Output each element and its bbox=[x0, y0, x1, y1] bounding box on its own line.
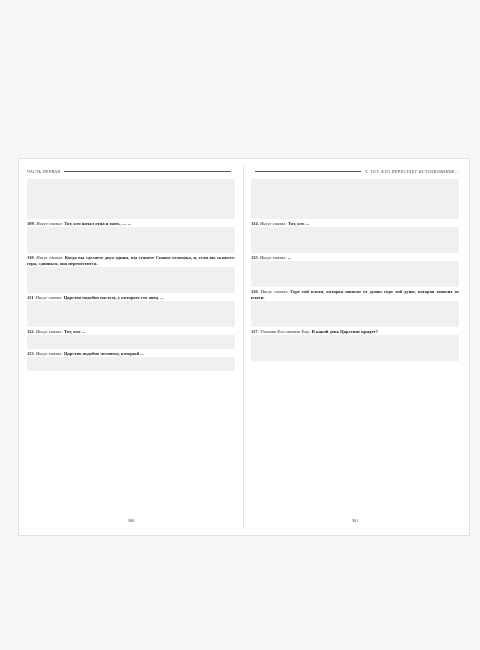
unread-text bbox=[251, 261, 459, 287]
verse-speaker: Иисус сказал: bbox=[36, 221, 64, 226]
left-page bbox=[27, 167, 235, 525]
verse: 113. Иисус сказал: Царство подобно человеку, который ... bbox=[27, 351, 144, 357]
header-rule bbox=[64, 171, 231, 172]
verse-saying: ... bbox=[287, 255, 292, 261]
verse: 115. Иисус сказал: ... bbox=[251, 255, 292, 261]
running-head-right bbox=[251, 167, 459, 175]
verse-number: 111 bbox=[27, 295, 34, 301]
verse-saying: Тот, кто ... bbox=[287, 221, 309, 226]
page-number-left: 360 bbox=[127, 518, 135, 523]
header-rule bbox=[255, 171, 361, 172]
verse-saying: Царство подобно человеку, который ... bbox=[63, 351, 144, 357]
verse-saying: В какой день Царствие придет? bbox=[311, 329, 378, 335]
verse-number: 117 bbox=[251, 329, 258, 335]
verse: 111. Иисус сказал: Царство подобно пастуху, у которого сто овец. ... bbox=[27, 295, 164, 301]
verse-saying: Горе той плоти, которая зависит от души; горе той душе, которая зависит от плоти. bbox=[251, 289, 459, 301]
running-head-text: V. ТОТ, КТО ПЕРЕСТАЕТ ИСТОЛКОВАНИЕ… bbox=[365, 168, 459, 174]
unread-text bbox=[27, 267, 235, 293]
verse-saying: Когда вы сделаете двух одним, вы станете Сыном человека, и, если вы скажете: гора, сдвинься, она переместится. bbox=[27, 255, 235, 267]
book-spread bbox=[18, 158, 470, 536]
verse: 116. Иисус сказал: Горе той плоти, которая зависит от души; горе той душе, которая зависит от плоти. bbox=[251, 289, 459, 301]
verse-number: 112 bbox=[27, 329, 34, 335]
verse-saying: Царство подобно пастуху, у которого сто овец. ... bbox=[63, 295, 164, 301]
verse-number: 116 bbox=[251, 289, 258, 295]
running-head-text: ЧАСТЬ ПЕРВАЯ bbox=[27, 168, 61, 174]
unread-text bbox=[251, 179, 459, 219]
verse-speaker: Иисус сказал: bbox=[259, 221, 287, 226]
verse-speaker: Иисус сказал: bbox=[35, 329, 63, 335]
unread-text bbox=[27, 227, 235, 253]
verse-speaker: Иисус сказал: bbox=[35, 295, 63, 301]
verse-number: 115 bbox=[251, 255, 258, 261]
unread-text bbox=[251, 227, 459, 253]
unread-text bbox=[251, 335, 459, 361]
page-body bbox=[27, 179, 235, 511]
verse-speaker: Ученики Его сказали Ему: bbox=[259, 329, 311, 335]
verse-speaker: Иисус сказал: bbox=[35, 351, 63, 357]
verse-number: 113 bbox=[27, 351, 34, 357]
running-head-left bbox=[27, 167, 235, 175]
unread-text bbox=[251, 301, 459, 327]
verse-speaker: Иисус сказал: bbox=[36, 255, 64, 261]
verse-number: 110 bbox=[27, 255, 34, 261]
verse-saying: Тот, кто ... bbox=[63, 329, 85, 335]
verse: 109. Иисус сказал: Тот, кто начал отца и мать, — ... bbox=[27, 221, 132, 226]
verse: 114. Иисус сказал: Тот, кто ... bbox=[251, 221, 309, 226]
verse-saying: Тот, кто начал отца и мать, — ... bbox=[64, 221, 132, 226]
unread-text bbox=[27, 301, 235, 327]
unread-text bbox=[27, 357, 235, 371]
page-body bbox=[251, 179, 459, 511]
verse-speaker: Иисус сказал: bbox=[260, 289, 289, 295]
unread-text bbox=[27, 179, 235, 219]
verse: 117. Ученики Его сказали Ему: В какой день Царствие придет? bbox=[251, 329, 378, 335]
verse-speaker: Иисус сказал: bbox=[259, 255, 287, 261]
right-page bbox=[251, 167, 459, 525]
verse: 110. Иисус сказал: Когда вы сделаете двух одним, вы станете Сыном человека, и, если вы скажете: гора, сдвинься, она переместится. bbox=[27, 255, 235, 267]
verse-number: 114 bbox=[251, 221, 258, 226]
verse-number: 109 bbox=[27, 221, 34, 226]
unread-text bbox=[27, 335, 235, 349]
verse: 112. Иисус сказал: Тот, кто ... bbox=[27, 329, 85, 335]
page-number-right: 361 bbox=[351, 518, 359, 523]
gutter bbox=[243, 165, 244, 527]
